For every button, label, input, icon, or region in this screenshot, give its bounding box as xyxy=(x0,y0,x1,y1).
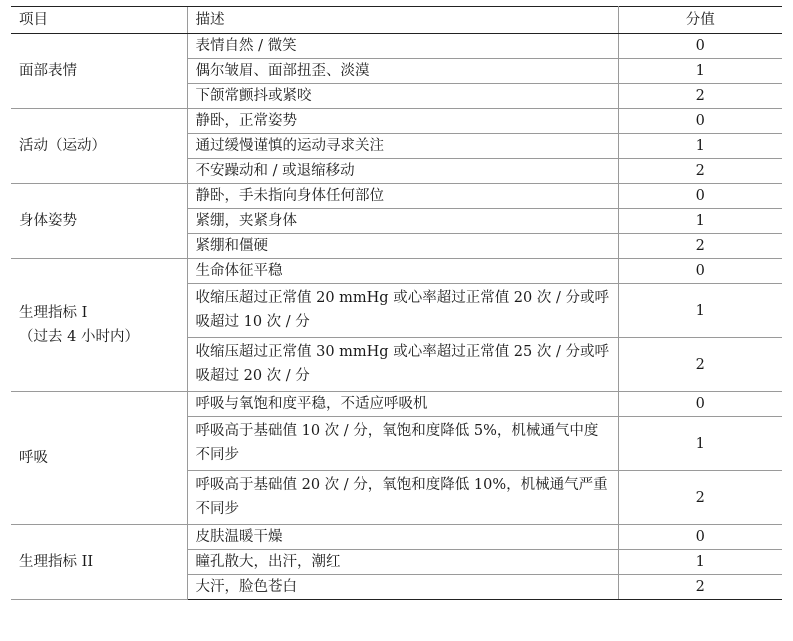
header-score: 分值 xyxy=(618,7,782,34)
description-cell: 收缩压超过正常值 30 mmHg 或心率超过正常值 25 次 / 分或呼吸超过 20 次 / 分 xyxy=(187,338,618,392)
item-face xyxy=(11,34,187,109)
score-cell: 0 xyxy=(618,525,782,550)
score-cell: 2 xyxy=(618,575,782,600)
description-cell: 紧绷，夹紧身体 xyxy=(187,209,618,234)
description-cell: 收缩压超过正常值 20 mmHg 或心率超过正常值 20 次 / 分或呼吸超过 10 次 / 分 xyxy=(187,284,618,338)
score-cell: 2 xyxy=(618,234,782,259)
description-cell: 偶尔皱眉、面部扭歪、淡漠 xyxy=(187,59,618,84)
item-label: 身体姿势 xyxy=(19,213,77,229)
description-cell: 静卧，正常姿势 xyxy=(187,109,618,134)
score-cell: 0 xyxy=(618,259,782,284)
table-row xyxy=(11,525,782,550)
table-row xyxy=(11,34,782,59)
header-row xyxy=(11,7,782,34)
score-cell: 1 xyxy=(618,209,782,234)
header-description: 描述 xyxy=(187,7,618,34)
description-cell: 下颌常颤抖或紧咬 xyxy=(187,84,618,109)
item-label: 生理指标 I xyxy=(19,305,88,321)
item-label: 面部表情 xyxy=(19,63,77,79)
description-cell: 皮肤温暖干燥 xyxy=(187,525,618,550)
score-cell: 2 xyxy=(618,471,782,525)
score-cell: 0 xyxy=(618,34,782,59)
score-cell: 1 xyxy=(618,59,782,84)
score-cell: 1 xyxy=(618,550,782,575)
item-label: 呼吸 xyxy=(19,450,48,466)
description-cell: 静卧，手未指向身体任何部位 xyxy=(187,184,618,209)
score-cell: 1 xyxy=(618,284,782,338)
score-cell: 0 xyxy=(618,109,782,134)
item-respiration xyxy=(11,392,187,525)
item-physiology-1 xyxy=(11,259,187,392)
score-cell: 1 xyxy=(618,417,782,471)
item-physiology-2 xyxy=(11,525,187,600)
score-cell: 2 xyxy=(618,159,782,184)
description-cell: 表情自然 / 微笑 xyxy=(187,34,618,59)
item-activity xyxy=(11,109,187,184)
table-row xyxy=(11,109,782,134)
table-row xyxy=(11,184,782,209)
description-cell: 紧绷和僵硬 xyxy=(187,234,618,259)
item-label: 生理指标 II xyxy=(19,554,94,570)
description-cell: 大汗，脸色苍白 xyxy=(187,575,618,600)
table-row xyxy=(11,259,782,284)
item-label: 活动（运动） xyxy=(19,138,106,154)
score-cell: 0 xyxy=(618,184,782,209)
header-item: 项目 xyxy=(11,7,187,34)
item-sublabel: （过去 4 小时内） xyxy=(19,329,139,345)
description-cell: 呼吸高于基础值 20 次 / 分，氧饱和度降低 10%，机械通气严重不同步 xyxy=(187,471,618,525)
score-cell: 1 xyxy=(618,134,782,159)
description-cell: 通过缓慢谨慎的运动寻求关注 xyxy=(187,134,618,159)
description-cell: 不安躁动和 / 或退缩移动 xyxy=(187,159,618,184)
description-cell: 呼吸高于基础值 10 次 / 分，氧饱和度降低 5%，机械通气中度不同步 xyxy=(187,417,618,471)
pain-assessment-table xyxy=(11,6,782,600)
description-cell: 生命体征平稳 xyxy=(187,259,618,284)
item-posture xyxy=(11,184,187,259)
table-row xyxy=(11,392,782,417)
score-cell: 2 xyxy=(618,338,782,392)
description-cell: 呼吸与氧饱和度平稳，不适应呼吸机 xyxy=(187,392,618,417)
score-cell: 2 xyxy=(618,84,782,109)
description-cell: 瞳孔散大，出汗，潮红 xyxy=(187,550,618,575)
score-cell: 0 xyxy=(618,392,782,417)
